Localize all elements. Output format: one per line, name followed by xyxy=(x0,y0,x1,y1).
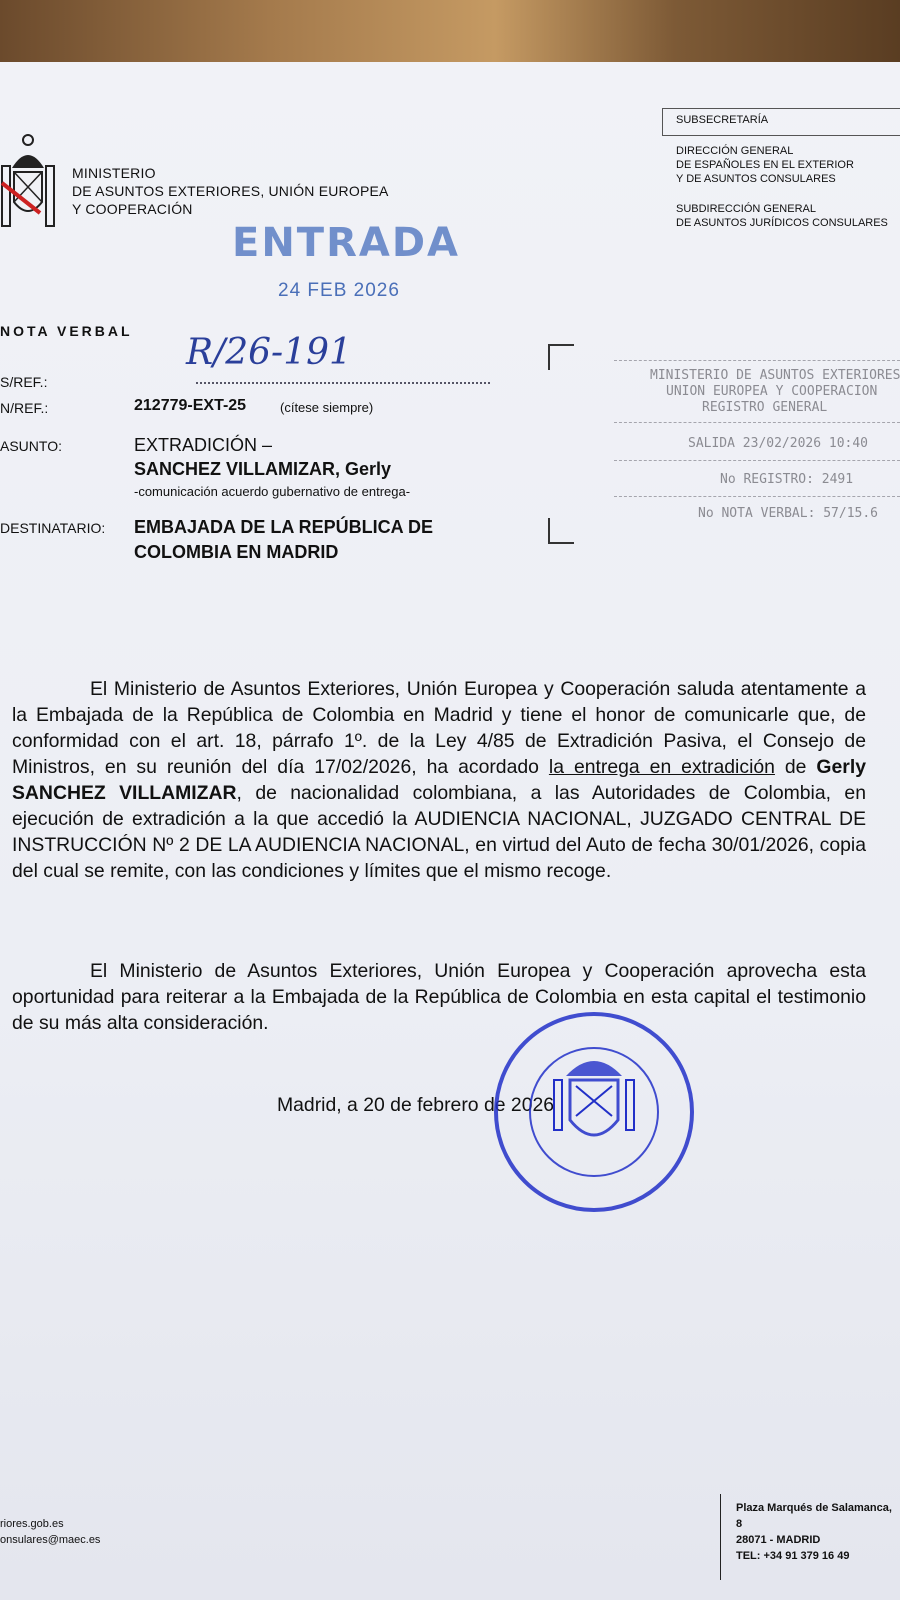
footer-street: Plaza Marqués de Salamanca, 8 xyxy=(736,1502,892,1530)
registry-salida: SALIDA 23/02/2026 10:40 xyxy=(688,436,869,451)
handwritten-reference: R/26-191 xyxy=(186,332,352,373)
entrada-date: 24 FEB 2026 xyxy=(278,280,400,301)
p1-text-a: El Ministerio de Asuntos Exteriores, Unión Europea y Cooperación saluda atentamente a la Embajada de la República de Colombia en Madrid y tiene el honor de comunicarle que, de conformidad con el art. 18, párrafo 1º. de la Ley 4/85 de Extradición Pasiva, el Consejo de Ministros, en su reunión del día 17/02/2026, ha acordado xyxy=(12,678,866,778)
registry-rule xyxy=(614,496,900,497)
nref-note: (cítese siempre) xyxy=(280,400,374,415)
asunto-line-1: EXTRADICIÓN – xyxy=(134,435,273,455)
footer-address xyxy=(736,1500,900,1564)
ministry-line-3: Y COOPERACIÓN xyxy=(72,201,193,217)
direccion-line-3: Y DE ASUNTOS CONSULARES xyxy=(676,173,836,185)
nref-value: 212779-EXT-25 xyxy=(134,397,247,414)
p1-text-b: de xyxy=(774,756,817,778)
sref-underline xyxy=(196,382,490,384)
document-type: NOTA VERBAL xyxy=(0,323,133,339)
subdireccion-general xyxy=(676,202,888,230)
registry-rule xyxy=(614,360,900,361)
coat-of-arms-icon xyxy=(0,128,62,230)
direccion-line-2: DE ESPAÑOLES EN EL EXTERIOR xyxy=(676,159,854,171)
ministry-line-2: DE ASUNTOS EXTERIORES, UNIÓN EUROPEA xyxy=(72,183,389,199)
destinatario-line-2: COLOMBIA EN MADRID xyxy=(134,542,339,562)
ministry-name xyxy=(72,164,389,218)
subsecretaria-label: SUBSECRETARÍA xyxy=(676,114,769,126)
nref-label: N/REF.: xyxy=(0,400,49,416)
registry-stamp xyxy=(614,360,900,530)
p1-underlined: la entrega en extradición xyxy=(548,756,775,778)
subdireccion-line-2: DE ASUNTOS JURÍDICOS CONSULARES xyxy=(676,217,888,229)
window-corner-top xyxy=(548,344,574,370)
entrada-stamp: ENTRADA xyxy=(232,220,461,266)
asunto-line-2: SANCHEZ VILLAMIZAR, Gerly xyxy=(134,459,392,479)
footer-divider xyxy=(720,1494,721,1580)
direccion-general xyxy=(676,144,854,186)
p1-person-name: Gerly SANCHEZ VILLAMIZAR xyxy=(12,756,867,804)
footer-email: onsulares@maec.es xyxy=(0,1534,101,1546)
closing-date: Madrid, a 20 de febrero de 2026 xyxy=(277,1094,555,1116)
body-paragraph-2 xyxy=(12,958,866,1036)
registry-rule xyxy=(614,422,900,423)
destinatario-line-1: EMBAJADA DE LA REPÚBLICA DE xyxy=(134,517,434,537)
footer-city: 28071 - MADRID xyxy=(736,1534,821,1546)
registry-line-3: REGISTRO GENERAL xyxy=(702,400,828,415)
footer-web: riores.gob.es xyxy=(0,1518,64,1530)
ministry-line-1: MINISTERIO xyxy=(72,165,156,181)
p1-text-c: , de nacionalidad colombiana, a las Autoridades de Colombia, en ejecución de extradición a la que accedió la AUDIENCIA NACIONAL, JUZGADO CENTRAL DE INSTRUCCIÓN Nº 2 DE LA AUDIENCIA NACIONAL, en virtud del Auto de fecha 30/01/2026, copia del cual se remite, con las condiciones y límites que el mismo recoge. xyxy=(12,782,866,882)
destinatario-label: DESTINATARIO: xyxy=(0,520,106,536)
body-paragraph-1 xyxy=(12,676,866,884)
subdireccion-line-1: SUBDIRECCIÓN GENERAL xyxy=(676,203,816,215)
registry-line-1: MINISTERIO DE ASUNTOS EXTERIORES xyxy=(650,368,900,383)
sref-label: S/REF.: xyxy=(0,374,48,390)
footer-contact-left xyxy=(0,1516,100,1548)
registry-number: No REGISTRO: 2491 xyxy=(720,472,854,487)
wood-background xyxy=(0,0,900,70)
window-corner-bottom xyxy=(548,518,574,544)
footer-phone: TEL: +34 91 379 16 49 xyxy=(736,1550,850,1562)
official-seal-icon xyxy=(492,1010,696,1214)
registry-line-2: UNION EUROPEA Y COOPERACION xyxy=(666,384,878,399)
registry-rule xyxy=(614,460,900,461)
registry-nota-verbal: No NOTA VERBAL: 57/15.6 xyxy=(698,506,879,521)
direccion-line-1: DIRECCIÓN GENERAL xyxy=(676,145,794,157)
asunto-line-3: -comunicación acuerdo gubernativo de entrega- xyxy=(134,484,411,499)
p2-text: El Ministerio de Asuntos Exteriores, Unión Europea y Cooperación aprovecha esta oportunidad para reiterar a la Embajada de la República de Colombia en esta capital el testimonio de su más alta consideración. xyxy=(12,960,866,1034)
asunto-label: ASUNTO: xyxy=(0,438,62,454)
